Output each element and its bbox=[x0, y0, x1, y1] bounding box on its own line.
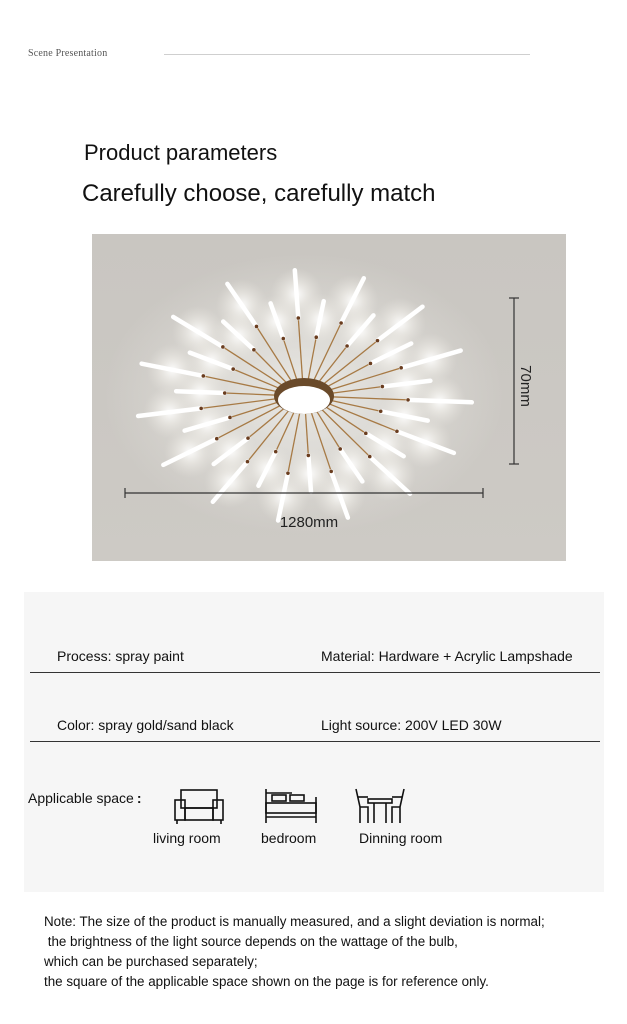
bulb-socket bbox=[364, 432, 368, 436]
section-divider bbox=[164, 54, 530, 55]
height-dimension-label: 70mm bbox=[517, 365, 535, 407]
sofa-icon bbox=[171, 786, 227, 826]
note-line-4: the square of the applicable space shown on the page is for reference only. bbox=[44, 974, 489, 989]
bulb-socket bbox=[406, 398, 410, 402]
bulb-socket bbox=[381, 385, 385, 389]
bulb-socket bbox=[223, 391, 227, 395]
bulb-socket bbox=[274, 450, 278, 454]
page-title: Product parameters bbox=[84, 140, 278, 165]
product-photo bbox=[92, 234, 566, 561]
width-dimension-label: 1280mm bbox=[279, 514, 339, 531]
center-light bbox=[278, 386, 330, 414]
applicable-space-text: Applicable space bbox=[28, 790, 134, 806]
spec-row-divider-2 bbox=[30, 741, 600, 742]
dining-table-icon bbox=[352, 785, 408, 825]
bulb-socket bbox=[314, 335, 318, 339]
bulb-socket bbox=[199, 407, 203, 411]
lamp-bulb bbox=[176, 391, 225, 393]
bulb-socket bbox=[339, 321, 343, 325]
bulb-socket bbox=[379, 409, 383, 413]
bulb-socket bbox=[221, 345, 225, 349]
section-label: Scene Presentation bbox=[28, 48, 108, 59]
bulb-socket bbox=[255, 325, 259, 329]
bulb-socket bbox=[246, 460, 250, 464]
bulb-socket bbox=[202, 374, 206, 378]
bulb-socket bbox=[338, 447, 342, 451]
spec-row-divider-1 bbox=[30, 672, 600, 673]
room-label-bedroom: bedroom bbox=[261, 830, 317, 846]
lamp-illustration bbox=[92, 234, 566, 561]
spec-process: Process: spray paint bbox=[57, 648, 184, 664]
spec-color: Color: spray gold/sand black bbox=[57, 717, 234, 733]
bulb-socket bbox=[376, 339, 380, 343]
page-subtitle: Carefully choose, carefully match bbox=[82, 180, 436, 207]
applicable-space-colon: : bbox=[136, 790, 142, 806]
bulb-socket bbox=[307, 454, 311, 458]
bulb-socket bbox=[329, 470, 333, 474]
bed-icon bbox=[262, 787, 320, 825]
spec-material: Material: Hardware + Acrylic Lampshade bbox=[321, 648, 573, 664]
bulb-socket bbox=[399, 366, 403, 370]
note-line-2: the brightness of the light source depends on the wattage of the bulb, bbox=[44, 934, 458, 949]
bulb-socket bbox=[228, 416, 232, 420]
lamp-bulb bbox=[308, 455, 311, 491]
applicable-space-label bbox=[28, 790, 142, 806]
spec-panel bbox=[24, 592, 604, 892]
bulb-socket bbox=[281, 337, 285, 341]
bulb-socket bbox=[345, 344, 349, 348]
bulb-socket bbox=[252, 348, 256, 352]
lamp-bulb bbox=[408, 400, 472, 402]
bulb-socket bbox=[246, 436, 250, 440]
bulb-socket bbox=[286, 471, 290, 475]
room-label-dining: Dinning room bbox=[359, 830, 443, 846]
bulb-socket bbox=[215, 437, 219, 441]
bulb-socket bbox=[369, 362, 373, 366]
note-line-3: which can be purchased separately; bbox=[44, 954, 258, 969]
room-label-living: living room bbox=[153, 830, 221, 846]
bulb-socket bbox=[231, 367, 235, 371]
bulb-socket bbox=[395, 430, 399, 434]
note-line-1: Note: The size of the product is manually measured, and a slight deviation is normal; bbox=[44, 914, 545, 929]
bulb-socket bbox=[368, 455, 372, 459]
bulb-socket bbox=[297, 316, 301, 320]
spec-light-source: Light source: 200V LED 30W bbox=[321, 717, 502, 733]
